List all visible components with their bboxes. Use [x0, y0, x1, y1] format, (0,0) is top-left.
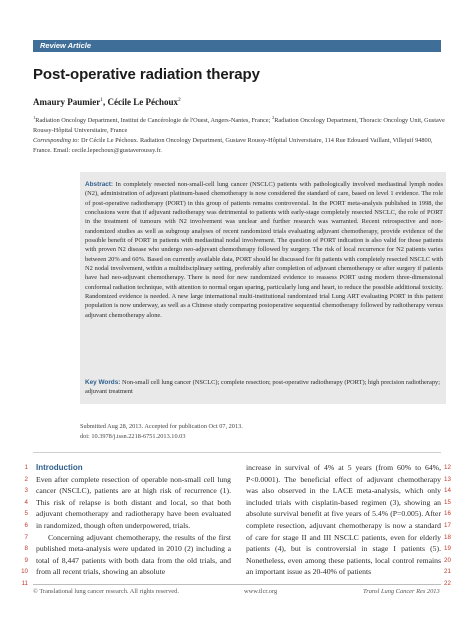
keywords-label: Key Words: [85, 379, 121, 386]
line-number: 10 [21, 568, 28, 576]
abstract-text: In completely resected non-small-cell lung cancer (NSCLC) patients with pathologically involved mediastinal lymph nodes (N2), administration of adjuvant platinum-based chemotherapy is now considered the standard of care, based on level 1 evidence. The role of post-operative radiotherapy (PORT) in this group of patients remains controversial. In the PORT meta-analysis published in 1998, the conclusions were that if adjuvant radiotherapy was detrimental to patients with early-stage completely resected NSCLC, the role of PORT in the treatment of tumours with N2 involvement was unclear and further research was warranted. Recent retrospective and non-randomized studies as well as subgroup analyses of recent randomized trials evaluating adjuvant chemotherapy, provide evidence of the possible benefit of PORT in patients with mediastinal nodal involvement. The question of PORT indication is also valid for those patients with proven N2 disease who undergo neo-adjuvant chemotherapy followed by surgery. The risk of local recurrence for N2 patients varies between 20% and 60%. Based on currently available data, PORT should be discussed for fit patients with completely resected NSCLC with N2 nodal involvement, within a multidisciplinary setting, preferably after completion of adjuvant chemotherapy or after surgery if patients have had neo-adjuvant chemotherapy. There is need for new randomized evidence to reassess PORT using modern three-dimensional conformal radiation technique, with attention to normal organ sparing, particularly lung and heart, to reduce the possible additional toxicity. Randomized evidence is needed. A new large international multi-institutional randomized trial Lung ART evaluating PORT in this patient population is now underway, as well as a Chinese study comparing postoperative sequential chemotherapy followed by radiotherapy versus adjuvant chemotherapy alone. [85, 181, 443, 319]
corresponding-text: Dr Cécile Le Péchoux. Radiation Oncology Department, Gustave Roussy-Hôpital Universitaire, 114 Rue Edouard Vaillant, Villejuif 94800, France. Email: cecile.lepechoux@gustaveroussy.fr. [33, 137, 433, 154]
line-numbers-right [444, 462, 458, 590]
footer-copyright: © Translational lung cancer research. All rights reserved. [33, 588, 179, 595]
affiliation-mark: 1 [33, 115, 36, 120]
line-number: 22 [444, 579, 451, 587]
body-paragraph: Even after complete resection of operable non-small cell lung cancer (NSCLC), patients are at high risk of recurrence (1). This risk of relapse is both distant and local, so that both adjuvant chemotherapy and radiotherapy have been evaluated in randomized, though often underpowered, trials. [36, 474, 231, 530]
author-affiliation-mark: 1 [100, 97, 103, 103]
footer-journal: Transl Lung Cancer Res 2013 [363, 588, 440, 595]
corresponding-label: Corresponding to: [33, 137, 80, 144]
body-paragraph: Concerning adjuvant chemotherapy, the results of the first published meta-analysis were updated in 2010 (2) including a total of 8,447 patients with both data from the old trials, and from all recent trials, showing an absolute [36, 532, 231, 577]
abstract [85, 180, 443, 320]
line-number: 4 [24, 498, 28, 506]
affiliations [33, 113, 445, 135]
footer-website[interactable]: www.tlcr.org [244, 588, 278, 595]
line-number: 9 [24, 556, 28, 564]
submission-info [80, 422, 440, 441]
line-number: 14 [444, 487, 451, 495]
author-name: Amaury Paumier [33, 97, 101, 107]
line-number: 16 [444, 510, 451, 518]
keywords [85, 378, 443, 397]
body-column-left [36, 462, 231, 578]
divider [33, 452, 441, 453]
affiliation-text: Radiation Oncology Department, Thoracic Oncology Unit, Gustave Roussy-Hôpital Universitaire, France [33, 117, 445, 134]
footer-divider [33, 584, 441, 585]
section-heading: Introduction [36, 463, 83, 472]
author-list [33, 97, 181, 107]
submission-dates: Submitted Aug 28, 2013. Accepted for publication Oct 07, 2013. [80, 423, 243, 430]
line-number: 15 [444, 498, 451, 506]
author-name: Cécile Le Péchoux [107, 97, 178, 107]
abstract-label: Abstract: [85, 181, 114, 188]
line-number: 11 [21, 579, 28, 587]
body-paragraph: increase in survival of 4% at 5 years (from 60% to 64%, P<0.0001). The beneficial effect of adjuvant chemotherapy was also observed in the LACE meta-analysis, which only included trials with cisplatin-based regimen (3), showing an absolute survival benefit at five years of 5.4% (P=0.005). After complete resection, adjuvant chemotherapy is now a standard of care for stage II and III NSCLC patients, even for elderly patients (4), but is controversial in stage I patients (5). Nonetheless, even among these patients, local control remains an important issue as 20-40% of patients [246, 463, 441, 577]
affiliation-text: Radiation Oncology Department, Institut de Cancérologie de l'Ouest, Angers-Nantes, France; [35, 117, 272, 125]
line-number: 1 [24, 464, 28, 471]
body-column-right [246, 462, 441, 578]
article-type-banner [33, 40, 441, 52]
line-number: 2 [24, 475, 28, 483]
line-number: 7 [24, 533, 28, 541]
author-affiliation-mark: 2 [177, 97, 181, 103]
doi: doi: 10.3978/j.issn.2218-6751.2013.10.03 [80, 432, 186, 440]
article-type-label: Review Article [40, 41, 91, 50]
line-number: 12 [444, 464, 451, 471]
article-title: Post-operative radiation therapy [33, 66, 260, 83]
corresponding-author [33, 136, 445, 155]
line-number: 13 [444, 475, 451, 483]
line-number: 5 [24, 510, 28, 518]
author-separator: , [103, 97, 108, 107]
affiliation-mark: 2 [271, 115, 275, 120]
line-number: 21 [444, 568, 451, 576]
line-number: 8 [24, 545, 28, 553]
line-number: 17 [444, 521, 451, 529]
line-number: 6 [24, 521, 28, 529]
line-number: 20 [444, 556, 451, 564]
line-number: 19 [444, 545, 451, 553]
line-numbers-left [14, 462, 28, 590]
line-number: 3 [24, 487, 28, 495]
keywords-text: Non-small cell lung cancer (NSCLC); complete resection; post-operative radiotherapy (PORT); high precision radiotherapy; adjuvant treatment [85, 379, 440, 396]
line-number: 18 [444, 533, 451, 541]
